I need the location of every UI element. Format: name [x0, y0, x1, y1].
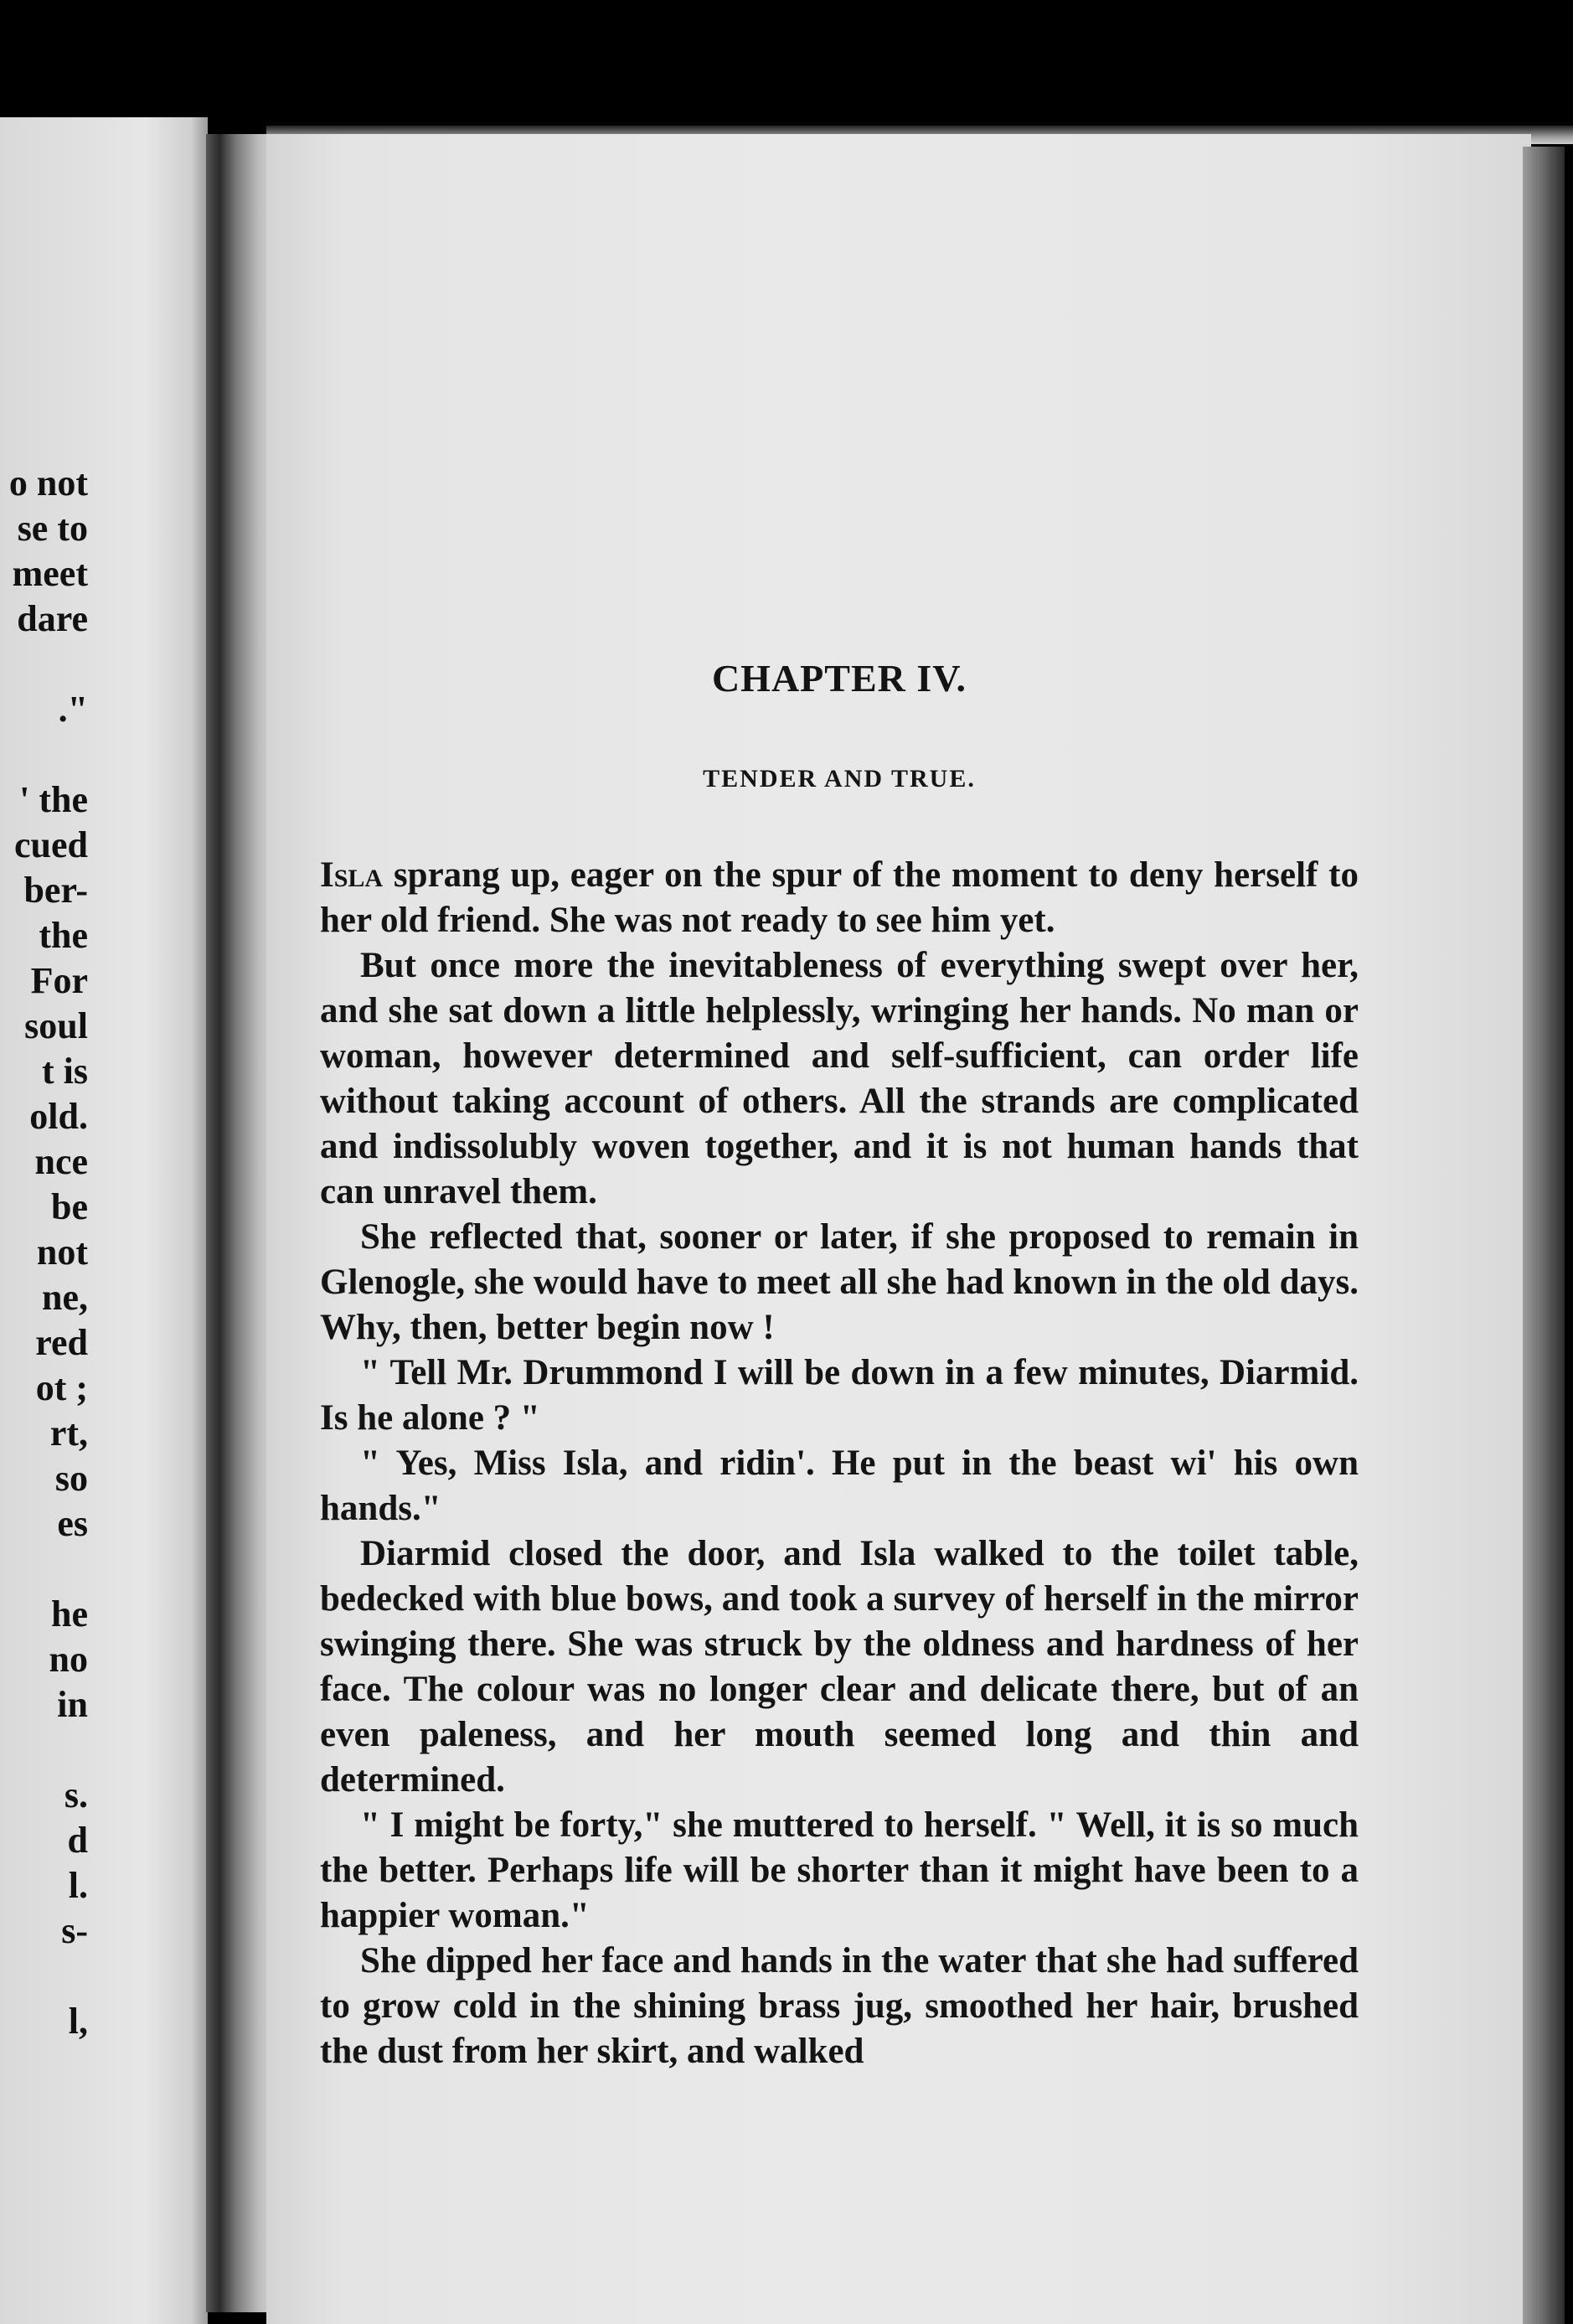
paragraph-6: Diarmid closed the door, and Isla walked to the toilet table, bedecked with blue bows, and took a survey of herself in the mirror swinging there. She was struck by the oldness and hardness of her face. The colour was no longer clear and delicate there, but of an even paleness, and her mouth seemed long and thin and determined.	[320, 1534, 1359, 1800]
previous-page-line-fragment: the	[39, 915, 88, 956]
paragraph-1-text: sprang up, eager on the spur of the moment to deny herself to her old friend. She was not ready to see him yet.	[320, 855, 1359, 940]
page-right-edge	[1523, 147, 1565, 2324]
previous-page-line-fragment: cued	[14, 824, 88, 865]
previous-page-line-fragment: ot ;	[35, 1367, 88, 1408]
previous-page-line-fragment: l.	[68, 1865, 88, 1906]
paragraph-1	[320, 853, 1359, 943]
paragraph-2: But once more the inevitableness of everything swept over her, and she sat down a little helplessly, wringing her hands. No man or woman, however determined and self-sufficient, can order life without taking account of others. All the strands are complicated and indissolubly woven together, and it is not human hands that can unravel them.	[320, 946, 1359, 1211]
previous-page-line-fragment: s.	[64, 1774, 88, 1815]
previous-page-line-fragment: no	[49, 1639, 88, 1680]
paragraph-3: She reflected that, sooner or later, if she proposed to remain in Glenogle, she would have to meet all she had known in the old days. Why, then, better begin now !	[320, 1217, 1359, 1347]
previous-page-line-fragment: he	[51, 1593, 88, 1635]
previous-page-line-fragment: nce	[34, 1141, 88, 1182]
previous-page-line-fragment: so	[54, 1458, 88, 1499]
previous-page-line-fragment: es	[57, 1503, 88, 1544]
previous-page-line-fragment: d	[67, 1820, 88, 1861]
previous-page-line-fragment: soul	[24, 1005, 88, 1046]
previous-page-line-fragment: meet	[12, 553, 88, 594]
previous-page-line-fragment	[0, 1728, 88, 1773]
chapter-subtitle: TENDER AND TRUE.	[703, 765, 976, 793]
previous-page-line-fragment: in	[57, 1684, 88, 1725]
previous-page-line-fragment	[0, 732, 88, 777]
previous-page-line-fragment: ber-	[23, 870, 88, 911]
paragraph-7: " I might be forty," she muttered to herself. " Well, it is so much the better. Perhaps life will be shorter than it might have been to a happier woman."	[320, 1805, 1359, 1935]
previous-page-line-fragment: not	[36, 1232, 88, 1273]
page-text-block	[320, 653, 1359, 2074]
previous-page-line-fragment: ' the	[19, 779, 88, 820]
previous-page-line-fragment: s-	[61, 1910, 88, 1951]
previous-page-line-fragment: ."	[58, 689, 88, 730]
previous-page-line-fragment: red	[35, 1322, 88, 1363]
previous-page-line-fragment: For	[30, 960, 88, 1001]
paragraph-8: She dipped her face and hands in the water that she had suffered to grow cold in the shining brass jug, smoothed her hair, brushed the dust from her skirt, and walked	[320, 1941, 1359, 2071]
previous-page-line-fragment: se to	[17, 508, 88, 549]
previous-page-edge	[0, 117, 208, 2324]
paragraph-4: " Tell Mr. Drummond I will be down in a few minutes, Diarmid. Is he alone ? "	[320, 1353, 1359, 1438]
previous-page-line-fragment: ne,	[42, 1277, 88, 1318]
paragraph-5: " Yes, Miss Isla, and ridin'. He put in the beast wi' his own hands."	[320, 1443, 1359, 1528]
previous-page-line-fragment	[0, 642, 88, 687]
previous-page-line-fragment: l,	[68, 2001, 88, 2042]
previous-page-line-fragment: old.	[29, 1096, 88, 1137]
first-word-small-caps: Isla	[320, 855, 384, 895]
previous-page-line-fragment: rt,	[49, 1412, 88, 1454]
previous-page-line-fragment: dare	[17, 598, 88, 639]
previous-page-line-fragment: be	[51, 1186, 88, 1227]
previous-page-line-fragment	[0, 1547, 88, 1592]
previous-page-line-fragment: o not	[8, 462, 88, 504]
previous-page-line-fragment: t is	[42, 1051, 88, 1092]
chapter-title: CHAPTER IV.	[711, 657, 967, 700]
previous-page-line-fragment	[0, 1954, 88, 1999]
previous-page-text-fragments	[0, 461, 88, 2044]
